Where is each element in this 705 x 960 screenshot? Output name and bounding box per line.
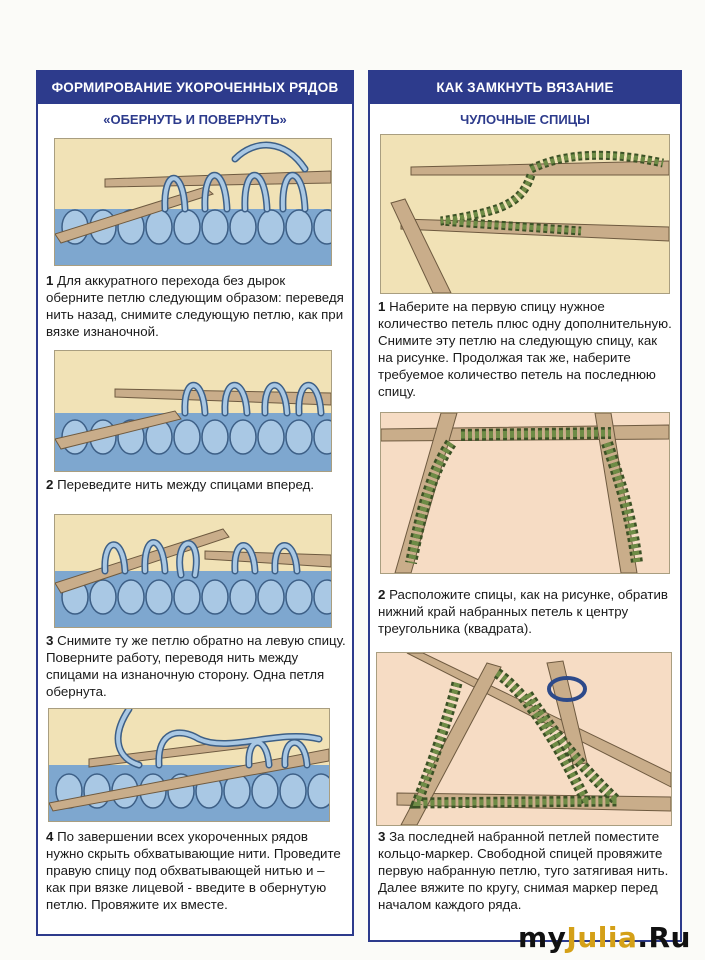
- join-round-title: КАК ЗАМКНУТЬ ВЯЗАНИЕ: [370, 72, 680, 104]
- step1-text: [46, 272, 346, 340]
- step1-body: Для аккуратного перехода без дырок оберните петлю следующим образом: переведя нить назад, снимите следующую петлю, как при вязке изнаночной.: [46, 273, 344, 339]
- step4-illustration: [48, 708, 330, 822]
- dpn-step1-body: Наберите на первую спицу нужное количество петель плюс одну дополнительную. Снимите эту петлю на следующую спицу, как на рисунке. Продолжая так же, наберите требуемое количество петель на последнюю спицу.: [378, 299, 672, 399]
- dpn-step2-number: 2: [378, 587, 386, 602]
- dpn-step1-illustration: [380, 134, 670, 294]
- step2-body: Переведите нить между спицами вперед.: [57, 477, 315, 492]
- short-rows-panel: [36, 70, 354, 936]
- watermark-julia: Julia: [566, 921, 638, 954]
- dpn-step2-text: [378, 586, 674, 637]
- dpn-step2-illustration: [380, 412, 670, 574]
- dpn-step3-number: 3: [378, 829, 386, 844]
- step3-text: [46, 632, 346, 700]
- step3-number: 3: [46, 633, 54, 648]
- join-round-panel: [368, 70, 682, 942]
- step1-number: 1: [46, 273, 54, 288]
- step2-text: [46, 476, 346, 493]
- step4-number: 4: [46, 829, 54, 844]
- dpn-step2-body: Расположите спицы, как на рисунке, обратив нижний край набранных петель к центру треугольника (квадрата).: [378, 587, 668, 636]
- step4-body: По завершении всех укороченных рядов нужно скрыть обхватывающие нити. Проведите правую спицу под обхватывающей нитью и – как при вязке лицевой - введите в обернутую петлю. Провяжите их вместе.: [46, 829, 341, 912]
- short-rows-title: ФОРМИРОВАНИЕ УКОРОЧЕННЫХ РЯДОВ: [38, 72, 352, 104]
- dpn-step1-number: 1: [378, 299, 386, 314]
- watermark-my: my: [517, 921, 567, 954]
- dpn-step3-illustration: [376, 652, 672, 826]
- step2-number: 2: [46, 477, 54, 492]
- dpn-step3-text: [378, 828, 674, 913]
- watermark-ru: .Ru: [637, 921, 691, 954]
- step1-illustration: [54, 138, 332, 266]
- step4-text: [46, 828, 346, 913]
- short-rows-subtitle: «ОБЕРНУТЬ И ПОВЕРНУТЬ»: [103, 112, 287, 127]
- dpn-step3-body: За последней набранной петлей поместите кольцо-маркер. Свободной спицей провяжите первую набранную петлю, туго затягивая нить. Далее вяжите по кругу, снимая маркер перед началом каждого ряда.: [378, 829, 669, 912]
- dpn-step1-text: [378, 298, 674, 400]
- step3-body: Снимите ту же петлю обратно на левую спицу. Поверните работу, переводя нить между спицами на изнаночную сторону. Одна петля обернута.: [46, 633, 346, 699]
- site-watermark: [518, 921, 691, 954]
- step2-illustration: [54, 350, 332, 472]
- step3-illustration: [54, 514, 332, 628]
- join-round-subtitle: ЧУЛОЧНЫЕ СПИЦЫ: [460, 112, 590, 127]
